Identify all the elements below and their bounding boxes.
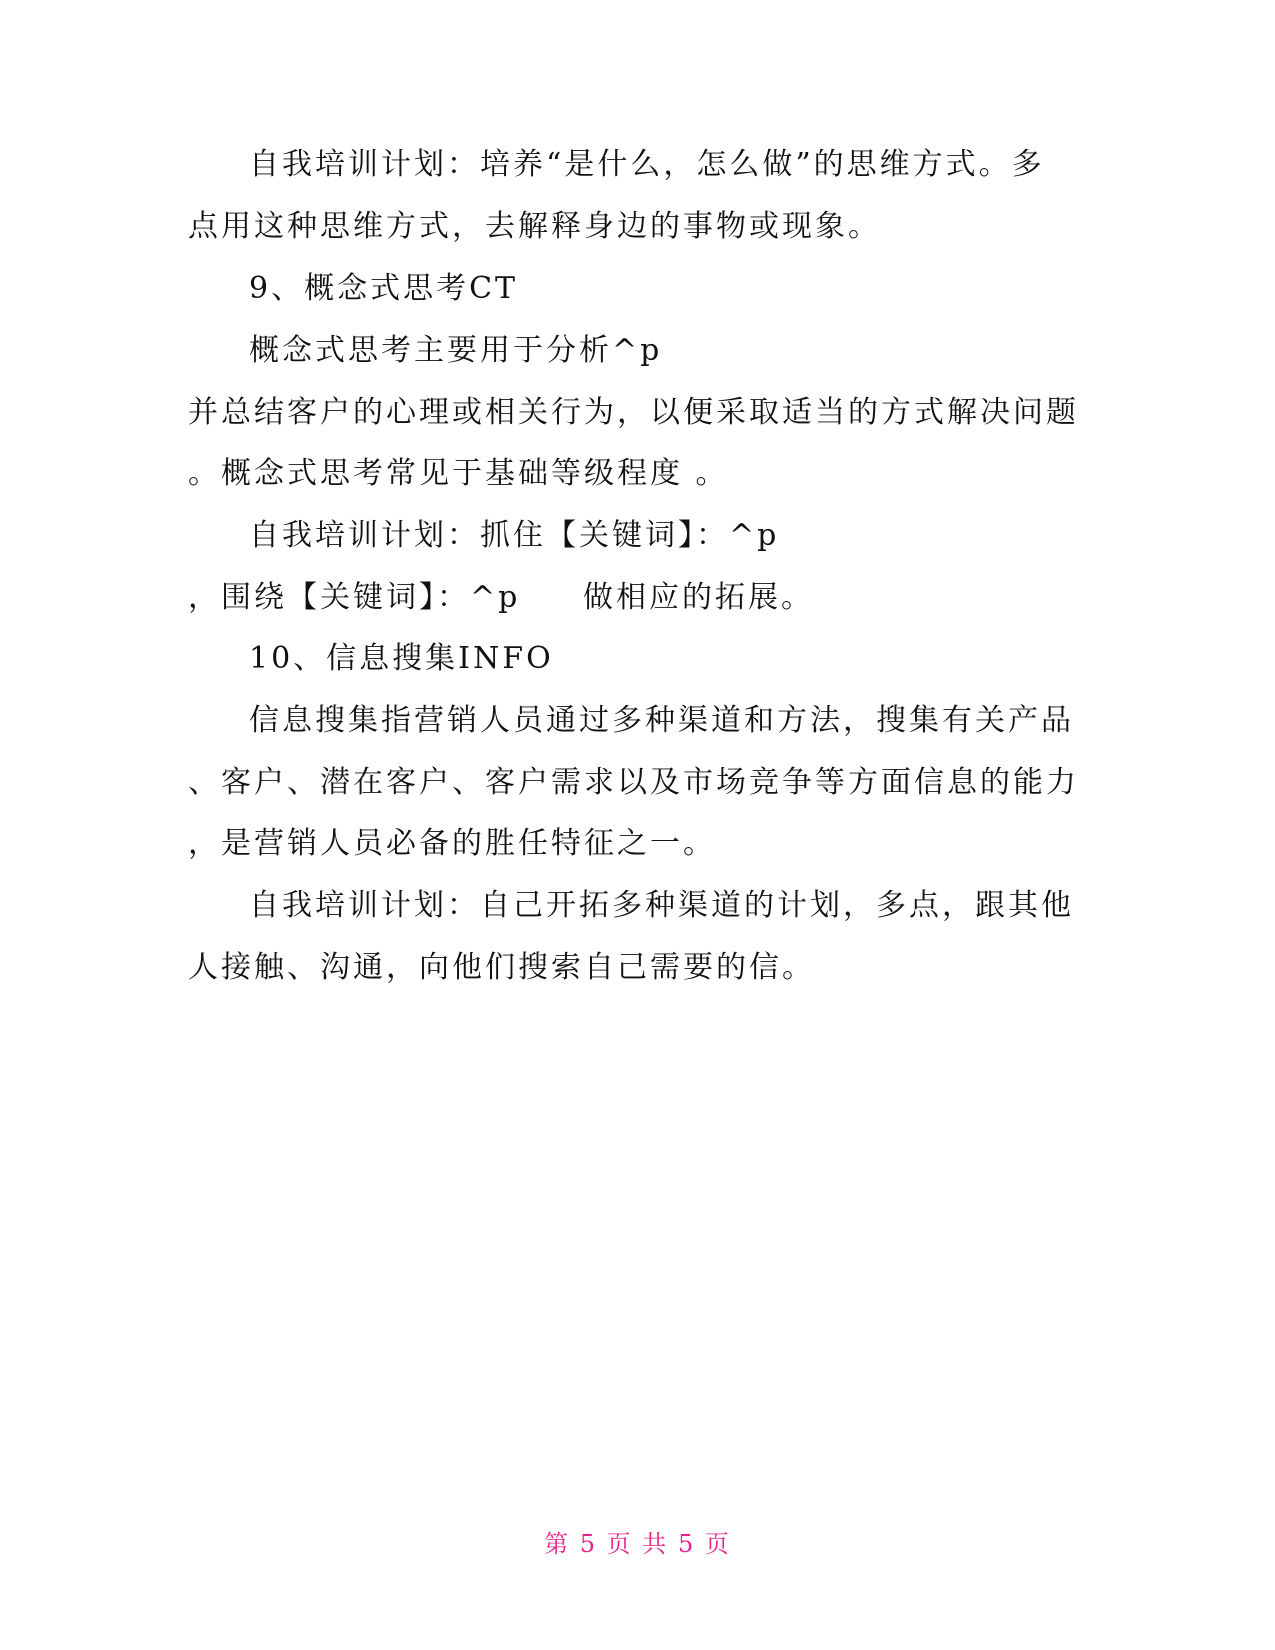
paragraph-line: 人接触、沟通，向他们搜索自己需要的信。 (188, 950, 815, 985)
paragraph-line: 点用这种思维方式，去解释身边的事物或现象。 (188, 209, 881, 244)
paragraph-line: 自我培训计划：抓住【关键词】：^p (249, 518, 780, 553)
paragraph-line: ，是营销人员必备的胜任特征之一。 (188, 826, 716, 861)
paragraph-line: ，围绕【关键词】：^p 做相应的拓展。 (188, 580, 815, 615)
section-heading: 9、概念式思考CT (249, 271, 519, 306)
paragraph-line: 概念式思考主要用于分析^p (249, 333, 663, 368)
page-footer (0, 1527, 1275, 1561)
paragraph-line: 信息搜集指营销人员通过多种渠道和方法，搜集有关产品 (249, 703, 1074, 738)
paragraph-line: 、客户、潜在客户、客户需求以及市场竞争等方面信息的能力 (188, 765, 1079, 800)
paragraph-line: 自我培训计划：自己开拓多种渠道的计划，多点，跟其他 (249, 888, 1074, 923)
paragraph-line: 自我培训计划：培养“是什么，怎么做”的思维方式。多 (249, 147, 1045, 182)
paragraph-line: 。概念式思考常见于基础等级程度 。 (188, 456, 729, 491)
paragraph-line: 并总结客户的心理或相关行为，以便采取适当的方式解决问题 (188, 395, 1079, 430)
section-heading: 10、信息搜集INFO (249, 641, 554, 676)
page-number-text: 第 5 页 共 5 页 (544, 1530, 731, 1558)
